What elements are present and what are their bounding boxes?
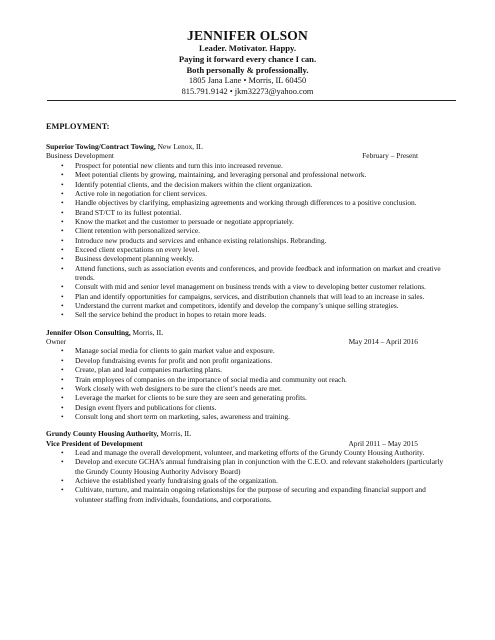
bullet-icon: •: [61, 374, 64, 384]
bullet-text: Brand ST/CT to its fullest potential.: [75, 207, 182, 217]
bullet-item: [46, 170, 458, 179]
bullet-item: [46, 189, 458, 198]
bullet-icon: •: [61, 188, 64, 198]
employer-location: New Lenox, IL: [155, 142, 203, 151]
bullet-text: Create, plan and lead companies marketing plans.: [75, 365, 222, 375]
bullet-text: Introduce new products and services and enhance existing relationships. Rebranding.: [75, 235, 327, 245]
bullet-text: Consult long and short term on marketing, sales, awareness and training.: [75, 411, 290, 421]
bullet-icon: •: [61, 402, 64, 412]
employer-name: Grundy County Housing Authority,: [46, 429, 159, 439]
bullet-item: [46, 476, 458, 485]
bullet-item: [46, 301, 458, 310]
section-title-employment: EMPLOYMENT:: [46, 122, 110, 131]
bullet-icon: •: [61, 179, 64, 189]
employer-location: Morris, IL: [130, 327, 164, 337]
employer-name: Superior Towing/Contract Towing,: [46, 142, 156, 151]
job-role: Vice President of Development: [46, 438, 143, 448]
bullet-item: [46, 457, 458, 476]
role-line: [46, 337, 458, 346]
bullet-icon: •: [61, 291, 64, 301]
bullet-icon: •: [61, 485, 64, 495]
job-bullets: [46, 346, 458, 421]
tagline-2: Paying it forward every chance I can.: [178, 54, 317, 64]
bullet-text: Understand the current market and competitors, identify and develop the company’s unique selling strategies.: [75, 300, 399, 310]
bullet-item: [46, 393, 458, 402]
resume-body: [46, 122, 458, 512]
bullet-item: [46, 310, 458, 319]
job-entry: [46, 429, 458, 504]
bullet-text: Manage social media for clients to gain market value and exposure.: [75, 346, 275, 356]
bullet-text: Meet potential clients by growing, maintaining, and leveraging personal and professional network.: [75, 170, 367, 180]
bullet-text: Consult with mid and senior level management on business trends with a view to developing better customer relations.: [75, 282, 426, 292]
bullet-icon: •: [61, 282, 64, 292]
job-entry: [46, 142, 458, 320]
bullet-icon: •: [61, 355, 64, 365]
header-divider: [47, 100, 456, 101]
bullet-text: Train employees of companies on the importance of social media and community out reach.: [75, 374, 347, 384]
tagline-3: Both personally & professionally.: [186, 65, 309, 75]
employer-name: Jennifer Olson Consulting,: [46, 327, 131, 337]
employer-line: [46, 328, 458, 337]
bullet-text: Know the market and the customer to persuade or negotiate appropriately.: [75, 216, 294, 226]
bullet-icon: •: [61, 476, 64, 486]
bullet-icon: •: [61, 457, 64, 467]
bullet-text: Business development planning weekly.: [75, 254, 194, 264]
bullet-item: [46, 264, 458, 283]
bullet-text: Lead and manage the overall development, volunteer, and marketing efforts of the Grundy County Housing Authority.: [75, 448, 425, 458]
bullet-item: [46, 254, 458, 263]
bullet-icon: •: [61, 411, 64, 421]
bullet-item: [46, 180, 458, 189]
bullet-icon: •: [61, 198, 64, 208]
bullet-icon: •: [61, 448, 64, 458]
bullet-text: Achieve the established yearly fundraising goals of the organization.: [75, 476, 278, 486]
bullet-item: [46, 208, 458, 217]
bullet-icon: •: [61, 207, 64, 217]
bullet-text: Attend functions, such as association events and conferences, and provide feedback and information on market and creative trends.: [75, 263, 441, 282]
bullet-icon: •: [61, 235, 64, 245]
role-line: [46, 151, 458, 160]
address: 1805 Jana Lane • Morris, IL 60450: [188, 76, 307, 85]
bullet-item: [46, 282, 458, 291]
bullet-text: Identify potential clients, and the decision makers within the client organization.: [75, 179, 313, 189]
bullet-item: [46, 384, 458, 393]
bullet-text: Exceed client expectations on every level.: [75, 244, 200, 254]
job-role: Business Development: [46, 151, 114, 161]
job-entry: [46, 328, 458, 422]
bullet-text: Plan and identify opportunities for campaigns, services, and distribution channels that will lead to an increase in sales.: [75, 291, 425, 301]
bullet-text: Leverage the market for clients to be sure they are seen and generating profits.: [75, 393, 307, 403]
bullet-icon: •: [61, 310, 64, 320]
employer-line: [46, 429, 458, 438]
bullet-icon: •: [61, 393, 64, 403]
bullet-text: Handle objectives by clarifying, emphasizing agreements and working through differences to a positive conclusion.: [75, 198, 417, 208]
bullet-item: [46, 217, 458, 226]
bullet-icon: •: [61, 383, 64, 393]
bullet-text: Develop fundraising events for profit and non profit organizations.: [75, 355, 273, 365]
bullet-text: Develop and execute GCHA’s annual fundraising plan in conjunction with the C.E.O. and relevant stakeholders (particularly the Grundy County Housing Authority Advisory Board): [75, 457, 444, 476]
bullet-item: [46, 245, 458, 254]
resume-header: [0, 28, 495, 97]
job-bullets: [46, 448, 458, 504]
employer-line: [46, 142, 458, 151]
bullet-text: Sell the service behind the product in hopes to retain more leads.: [75, 310, 267, 320]
bullet-item: [46, 198, 458, 207]
bullet-icon: •: [61, 254, 64, 264]
bullet-text: Design event flyers and publications for clients.: [75, 402, 217, 412]
applicant-name: JENNIFER OLSON: [187, 28, 308, 43]
bullet-item: [46, 356, 458, 365]
job-dates: April 2011 – May 2015: [348, 438, 418, 448]
tagline-1: Leader. Motivator. Happy.: [198, 43, 296, 53]
bullet-text: Work closely with web designers to be sure the client’s needs are met.: [75, 383, 282, 393]
job-dates: May 2014 – April 2016: [348, 337, 418, 347]
bullet-item: [46, 403, 458, 412]
bullet-text: Client retention with personalized service.: [75, 226, 200, 236]
bullet-icon: •: [61, 346, 64, 356]
bullet-item: [46, 161, 458, 170]
bullet-icon: •: [61, 226, 64, 236]
bullet-item: [46, 346, 458, 355]
bullet-item: [46, 226, 458, 235]
bullet-text: Active role in negotiation for client services.: [75, 188, 207, 198]
bullet-item: [46, 365, 458, 374]
bullet-icon: •: [61, 263, 64, 273]
bullet-icon: •: [61, 170, 64, 180]
bullet-icon: •: [61, 244, 64, 254]
job-dates: February – Present: [362, 151, 418, 161]
bullet-item: [46, 375, 458, 384]
bullet-item: [46, 292, 458, 301]
bullet-item: [46, 448, 458, 457]
bullet-item: [46, 412, 458, 421]
employer-location: Morris, IL: [158, 429, 192, 439]
bullet-item: [46, 485, 458, 504]
bullet-icon: •: [61, 216, 64, 226]
job-bullets: [46, 161, 458, 320]
phone-email: 815.791.9142 • jkm32273@yahoo.com: [181, 86, 314, 96]
role-line: [46, 439, 458, 448]
bullet-icon: •: [61, 160, 64, 170]
job-role: Owner: [46, 337, 67, 347]
bullet-icon: •: [61, 365, 64, 375]
bullet-text: Prospect for potential new clients and turn this into increased revenue.: [75, 160, 283, 170]
bullet-icon: •: [61, 300, 64, 310]
bullet-text: Cultivate, nurture, and maintain ongoing relationships for the purpose of securing and expanding financial support and volunteer staffing from individuals, foundations, and corporations.: [75, 485, 426, 504]
bullet-item: [46, 236, 458, 245]
